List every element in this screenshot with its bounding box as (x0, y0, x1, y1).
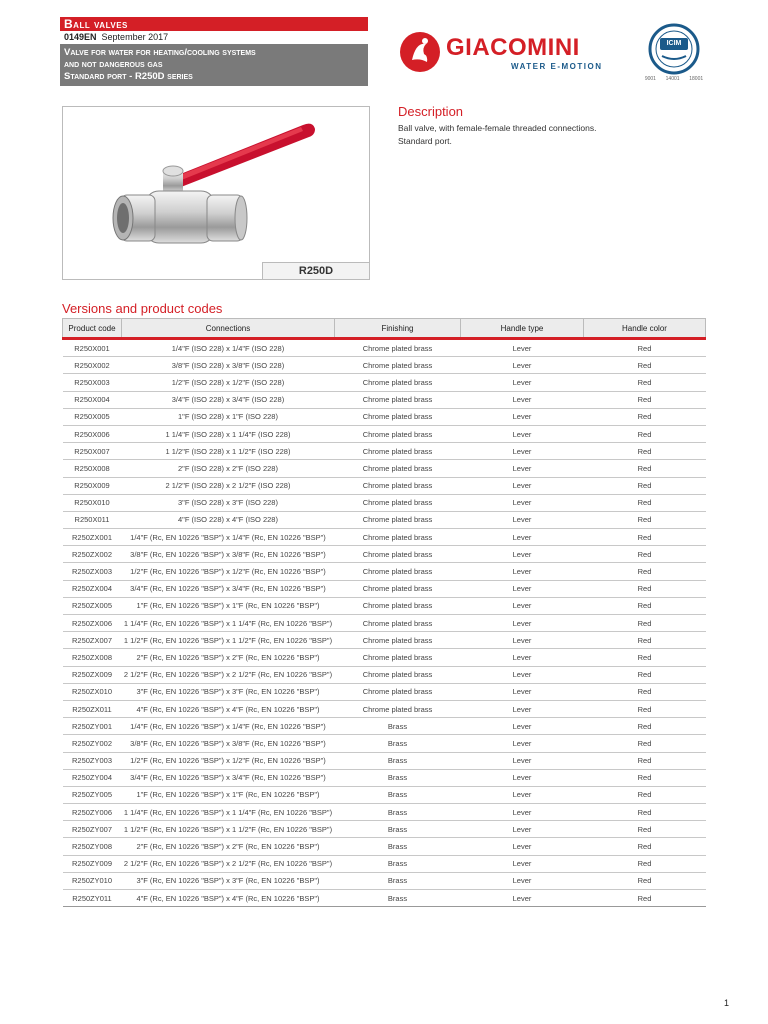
cell-product-code: R250ZX010 (63, 683, 122, 700)
table-row (63, 804, 706, 821)
cell-finishing: Brass (335, 872, 461, 889)
cell-connections: 3/8"F (Rc, EN 10226 "BSP") x 3/8"F (Rc, EN 10226 "BSP") (122, 735, 335, 752)
table-row (63, 597, 706, 614)
cell-connections: 3"F (ISO 228) x 3"F (ISO 228) (122, 494, 335, 511)
table-row (63, 700, 706, 717)
table-row (63, 838, 706, 855)
cert-number: 18001 (689, 76, 704, 82)
cell-handle-type: Lever (461, 890, 584, 907)
cell-handle-color: Red (584, 683, 706, 700)
cell-handle-type: Lever (461, 408, 584, 425)
brand-tagline: WATER E-MOTION (511, 62, 603, 71)
doc-code-line (60, 32, 168, 43)
table-row (63, 477, 706, 494)
table-row (63, 615, 706, 632)
cell-handle-type: Lever (461, 872, 584, 889)
cell-handle-type: Lever (461, 511, 584, 528)
table-row (63, 408, 706, 425)
cell-product-code: R250X002 (63, 357, 122, 374)
cell-handle-color: Red (584, 804, 706, 821)
cell-handle-type: Lever (461, 374, 584, 391)
table-row (63, 769, 706, 786)
table-row (63, 529, 706, 546)
table-row (63, 511, 706, 528)
cell-finishing: Brass (335, 804, 461, 821)
col-product-code: Product code (63, 319, 122, 339)
cell-handle-type: Lever (461, 718, 584, 735)
cell-handle-color: Red (584, 339, 706, 357)
cell-handle-color: Red (584, 529, 706, 546)
cell-connections: 1/2"F (Rc, EN 10226 "BSP") x 1/2"F (Rc, EN 10226 "BSP") (122, 752, 335, 769)
cell-connections: 3/4"F (Rc, EN 10226 "BSP") x 3/4"F (Rc, EN 10226 "BSP") (122, 769, 335, 786)
cell-handle-type: Lever (461, 821, 584, 838)
cell-handle-type: Lever (461, 563, 584, 580)
cell-product-code: R250X011 (63, 511, 122, 528)
cell-product-code: R250ZX005 (63, 597, 122, 614)
cell-connections: 1/2"F (ISO 228) x 1/2"F (ISO 228) (122, 374, 335, 391)
table-row (63, 580, 706, 597)
cell-handle-type: Lever (461, 477, 584, 494)
table-row (63, 718, 706, 735)
table-row (63, 425, 706, 442)
cell-handle-color: Red (584, 872, 706, 889)
table-row (63, 872, 706, 889)
cell-finishing: Brass (335, 890, 461, 907)
table-row (63, 339, 706, 357)
product-image-caption: R250D (262, 262, 370, 280)
cell-connections: 4"F (Rc, EN 10226 "BSP") x 4"F (Rc, EN 10226 "BSP") (122, 700, 335, 717)
cell-finishing: Chrome plated brass (335, 666, 461, 683)
cell-product-code: R250X003 (63, 374, 122, 391)
table-row (63, 357, 706, 374)
col-connections: Connections (122, 319, 335, 339)
cell-product-code: R250ZX011 (63, 700, 122, 717)
cell-connections: 1/4"F (ISO 228) x 1/4"F (ISO 228) (122, 339, 335, 357)
cell-handle-color: Red (584, 511, 706, 528)
subtitle-line-3: Standard port - R250D series (64, 71, 193, 82)
col-handle-type: Handle type (461, 319, 584, 339)
cell-finishing: Brass (335, 718, 461, 735)
cell-product-code: R250ZX006 (63, 615, 122, 632)
table-row (63, 786, 706, 803)
product-image-frame (62, 106, 370, 280)
icim-certification (640, 22, 708, 86)
cell-handle-type: Lever (461, 494, 584, 511)
cell-handle-color: Red (584, 546, 706, 563)
description-line-2: Standard port. (398, 136, 452, 146)
cell-handle-type: Lever (461, 597, 584, 614)
cell-finishing: Chrome plated brass (335, 425, 461, 442)
cell-product-code: R250ZY004 (63, 769, 122, 786)
cell-handle-type: Lever (461, 700, 584, 717)
cell-finishing: Chrome plated brass (335, 580, 461, 597)
cell-finishing: Brass (335, 855, 461, 872)
table-row (63, 821, 706, 838)
table-row (63, 752, 706, 769)
cell-product-code: R250ZY011 (63, 890, 122, 907)
cell-handle-type: Lever (461, 546, 584, 563)
cell-finishing: Brass (335, 769, 461, 786)
cell-product-code: R250X009 (63, 477, 122, 494)
cell-finishing: Chrome plated brass (335, 477, 461, 494)
cell-product-code: R250ZX009 (63, 666, 122, 683)
icim-label: ICIM (666, 40, 682, 47)
cell-product-code: R250X010 (63, 494, 122, 511)
cell-handle-color: Red (584, 718, 706, 735)
cell-finishing: Chrome plated brass (335, 649, 461, 666)
cell-finishing: Brass (335, 821, 461, 838)
cell-product-code: R250X004 (63, 391, 122, 408)
cell-handle-type: Lever (461, 769, 584, 786)
cell-product-code: R250ZX002 (63, 546, 122, 563)
cell-connections: 3/8"F (Rc, EN 10226 "BSP") x 3/8"F (Rc, EN 10226 "BSP") (122, 546, 335, 563)
table-row (63, 546, 706, 563)
cell-handle-color: Red (584, 374, 706, 391)
cell-connections: 1/4"F (Rc, EN 10226 "BSP") x 1/4"F (Rc, EN 10226 "BSP") (122, 529, 335, 546)
cell-connections: 3"F (Rc, EN 10226 "BSP") x 3"F (Rc, EN 10226 "BSP") (122, 872, 335, 889)
cell-finishing: Chrome plated brass (335, 460, 461, 477)
cell-product-code: R250X001 (63, 339, 122, 357)
cell-handle-type: Lever (461, 443, 584, 460)
cell-product-code: R250ZX008 (63, 649, 122, 666)
table-row (63, 649, 706, 666)
cell-finishing: Brass (335, 786, 461, 803)
cell-handle-type: Lever (461, 460, 584, 477)
cell-connections: 1 1/2"F (ISO 228) x 1 1/2"F (ISO 228) (122, 443, 335, 460)
cell-handle-type: Lever (461, 391, 584, 408)
cell-handle-color: Red (584, 855, 706, 872)
table-row (63, 460, 706, 477)
cell-finishing: Chrome plated brass (335, 615, 461, 632)
subtitle-line-1: Valve for water for heating/cooling systems (64, 47, 256, 58)
col-handle-color: Handle color (584, 319, 706, 339)
cell-finishing: Chrome plated brass (335, 443, 461, 460)
cell-product-code: R250ZY005 (63, 786, 122, 803)
description-line-1: Ball valve, with female-female threaded connections. (398, 123, 597, 133)
cell-product-code: R250ZY009 (63, 855, 122, 872)
giacomini-logo (398, 30, 618, 78)
cell-connections: 4"F (Rc, EN 10226 "BSP") x 4"F (Rc, EN 10226 "BSP") (122, 890, 335, 907)
brand-mark-icon (398, 30, 442, 74)
cell-handle-color: Red (584, 443, 706, 460)
cell-handle-color: Red (584, 615, 706, 632)
cell-connections: 2"F (Rc, EN 10226 "BSP") x 2"F (Rc, EN 10226 "BSP") (122, 838, 335, 855)
cell-finishing: Chrome plated brass (335, 339, 461, 357)
cell-connections: 1 1/2"F (Rc, EN 10226 "BSP") x 1 1/2"F (Rc, EN 10226 "BSP") (122, 632, 335, 649)
cell-product-code: R250ZY001 (63, 718, 122, 735)
cell-handle-type: Lever (461, 615, 584, 632)
table-row (63, 443, 706, 460)
cell-handle-type: Lever (461, 683, 584, 700)
cell-connections: 1 1/4"F (ISO 228) x 1 1/4"F (ISO 228) (122, 425, 335, 442)
table-row (63, 890, 706, 907)
cell-handle-color: Red (584, 597, 706, 614)
cell-connections: 1/2"F (Rc, EN 10226 "BSP") x 1/2"F (Rc, EN 10226 "BSP") (122, 563, 335, 580)
cell-connections: 1 1/4"F (Rc, EN 10226 "BSP") x 1 1/4"F (Rc, EN 10226 "BSP") (122, 804, 335, 821)
table-row (63, 735, 706, 752)
page-number: 1 (724, 998, 730, 1008)
table-row (63, 632, 706, 649)
cell-handle-type: Lever (461, 855, 584, 872)
cell-product-code: R250ZY007 (63, 821, 122, 838)
cell-product-code: R250ZX001 (63, 529, 122, 546)
cell-handle-type: Lever (461, 339, 584, 357)
cell-connections: 4"F (ISO 228) x 4"F (ISO 228) (122, 511, 335, 528)
cell-handle-color: Red (584, 838, 706, 855)
cell-product-code: R250X008 (63, 460, 122, 477)
table-row (63, 563, 706, 580)
cell-handle-type: Lever (461, 649, 584, 666)
table-row (63, 855, 706, 872)
cell-handle-color: Red (584, 700, 706, 717)
cell-connections: 2"F (Rc, EN 10226 "BSP") x 2"F (Rc, EN 10226 "BSP") (122, 649, 335, 666)
brand-name: GIACOMINI (446, 34, 580, 61)
cell-product-code: R250X007 (63, 443, 122, 460)
cell-connections: 1 1/4"F (Rc, EN 10226 "BSP") x 1 1/4"F (Rc, EN 10226 "BSP") (122, 615, 335, 632)
cell-finishing: Chrome plated brass (335, 391, 461, 408)
cell-finishing: Chrome plated brass (335, 374, 461, 391)
cell-connections: 2"F (ISO 228) x 2"F (ISO 228) (122, 460, 335, 477)
cell-handle-type: Lever (461, 666, 584, 683)
cell-connections: 3/8"F (ISO 228) x 3/8"F (ISO 228) (122, 357, 335, 374)
cell-handle-color: Red (584, 357, 706, 374)
cell-finishing: Chrome plated brass (335, 632, 461, 649)
cell-finishing: Chrome plated brass (335, 597, 461, 614)
subtitle-block (60, 44, 368, 86)
cell-connections: 3"F (Rc, EN 10226 "BSP") x 3"F (Rc, EN 10226 "BSP") (122, 683, 335, 700)
cell-handle-type: Lever (461, 838, 584, 855)
col-finishing: Finishing (335, 319, 461, 339)
cell-handle-color: Red (584, 494, 706, 511)
cert-number: 14001 (665, 76, 680, 82)
description-title: Description (398, 104, 464, 119)
cell-handle-color: Red (584, 649, 706, 666)
table-row (63, 666, 706, 683)
cell-connections: 1"F (Rc, EN 10226 "BSP") x 1"F (Rc, EN 10226 "BSP") (122, 786, 335, 803)
cell-handle-color: Red (584, 786, 706, 803)
icim-badge-icon (640, 22, 708, 76)
cell-product-code: R250ZY008 (63, 838, 122, 855)
cell-handle-type: Lever (461, 786, 584, 803)
cell-finishing: Chrome plated brass (335, 546, 461, 563)
cell-product-code: R250ZY010 (63, 872, 122, 889)
cell-connections: 2 1/2"F (ISO 228) x 2 1/2"F (ISO 228) (122, 477, 335, 494)
cert-number: 9001 (644, 76, 656, 82)
cell-handle-color: Red (584, 735, 706, 752)
cell-connections: 1"F (Rc, EN 10226 "BSP") x 1"F (Rc, EN 10226 "BSP") (122, 597, 335, 614)
cell-finishing: Chrome plated brass (335, 494, 461, 511)
cell-finishing: Brass (335, 752, 461, 769)
cell-handle-type: Lever (461, 529, 584, 546)
cell-finishing: Brass (335, 838, 461, 855)
cell-handle-color: Red (584, 890, 706, 907)
cell-connections: 2 1/2"F (Rc, EN 10226 "BSP") x 2 1/2"F (Rc, EN 10226 "BSP") (122, 666, 335, 683)
cell-connections: 2 1/2"F (Rc, EN 10226 "BSP") x 2 1/2"F (Rc, EN 10226 "BSP") (122, 855, 335, 872)
category-title: Ball valves (60, 17, 368, 31)
cell-finishing: Chrome plated brass (335, 683, 461, 700)
cell-product-code: R250ZX007 (63, 632, 122, 649)
cell-connections: 3/4"F (Rc, EN 10226 "BSP") x 3/4"F (Rc, EN 10226 "BSP") (122, 580, 335, 597)
cell-product-code: R250X006 (63, 425, 122, 442)
cell-product-code: R250ZY006 (63, 804, 122, 821)
cell-connections: 1/4"F (Rc, EN 10226 "BSP") x 1/4"F (Rc, EN 10226 "BSP") (122, 718, 335, 735)
cell-handle-type: Lever (461, 580, 584, 597)
cell-product-code: R250ZX004 (63, 580, 122, 597)
cell-handle-type: Lever (461, 425, 584, 442)
cell-handle-color: Red (584, 425, 706, 442)
table-row (63, 391, 706, 408)
cell-product-code: R250ZX003 (63, 563, 122, 580)
cell-product-code: R250X005 (63, 408, 122, 425)
cell-handle-color: Red (584, 460, 706, 477)
cell-finishing: Chrome plated brass (335, 700, 461, 717)
cell-finishing: Chrome plated brass (335, 529, 461, 546)
cell-handle-type: Lever (461, 804, 584, 821)
table-row (63, 683, 706, 700)
cell-handle-color: Red (584, 580, 706, 597)
ball-valve-image (63, 107, 369, 279)
table-row (63, 374, 706, 391)
cell-handle-type: Lever (461, 632, 584, 649)
cell-finishing: Chrome plated brass (335, 511, 461, 528)
product-codes-table (62, 318, 706, 907)
cell-product-code: R250ZY003 (63, 752, 122, 769)
cell-handle-color: Red (584, 632, 706, 649)
table-row (63, 494, 706, 511)
cell-handle-color: Red (584, 752, 706, 769)
cell-handle-color: Red (584, 408, 706, 425)
cell-handle-color: Red (584, 769, 706, 786)
cell-connections: 3/4"F (ISO 228) x 3/4"F (ISO 228) (122, 391, 335, 408)
cell-product-code: R250ZY002 (63, 735, 122, 752)
doc-date: September 2017 (101, 32, 169, 42)
cert-numbers (640, 76, 708, 82)
cell-handle-color: Red (584, 666, 706, 683)
cell-handle-type: Lever (461, 752, 584, 769)
cell-finishing: Chrome plated brass (335, 563, 461, 580)
cell-finishing: Chrome plated brass (335, 357, 461, 374)
versions-title: Versions and product codes (62, 301, 223, 316)
cell-handle-color: Red (584, 563, 706, 580)
description-text (398, 122, 698, 148)
cell-handle-color: Red (584, 821, 706, 838)
table-header-row (63, 319, 706, 339)
subtitle-line-2: and not dangerous gas (64, 59, 163, 70)
cell-finishing: Chrome plated brass (335, 408, 461, 425)
cell-handle-type: Lever (461, 357, 584, 374)
cell-handle-type: Lever (461, 735, 584, 752)
cell-handle-color: Red (584, 391, 706, 408)
cell-connections: 1 1/2"F (Rc, EN 10226 "BSP") x 1 1/2"F (Rc, EN 10226 "BSP") (122, 821, 335, 838)
cell-connections: 1"F (ISO 228) x 1"F (ISO 228) (122, 408, 335, 425)
doc-code: 0149EN (64, 32, 97, 42)
cell-finishing: Brass (335, 735, 461, 752)
cell-handle-color: Red (584, 477, 706, 494)
